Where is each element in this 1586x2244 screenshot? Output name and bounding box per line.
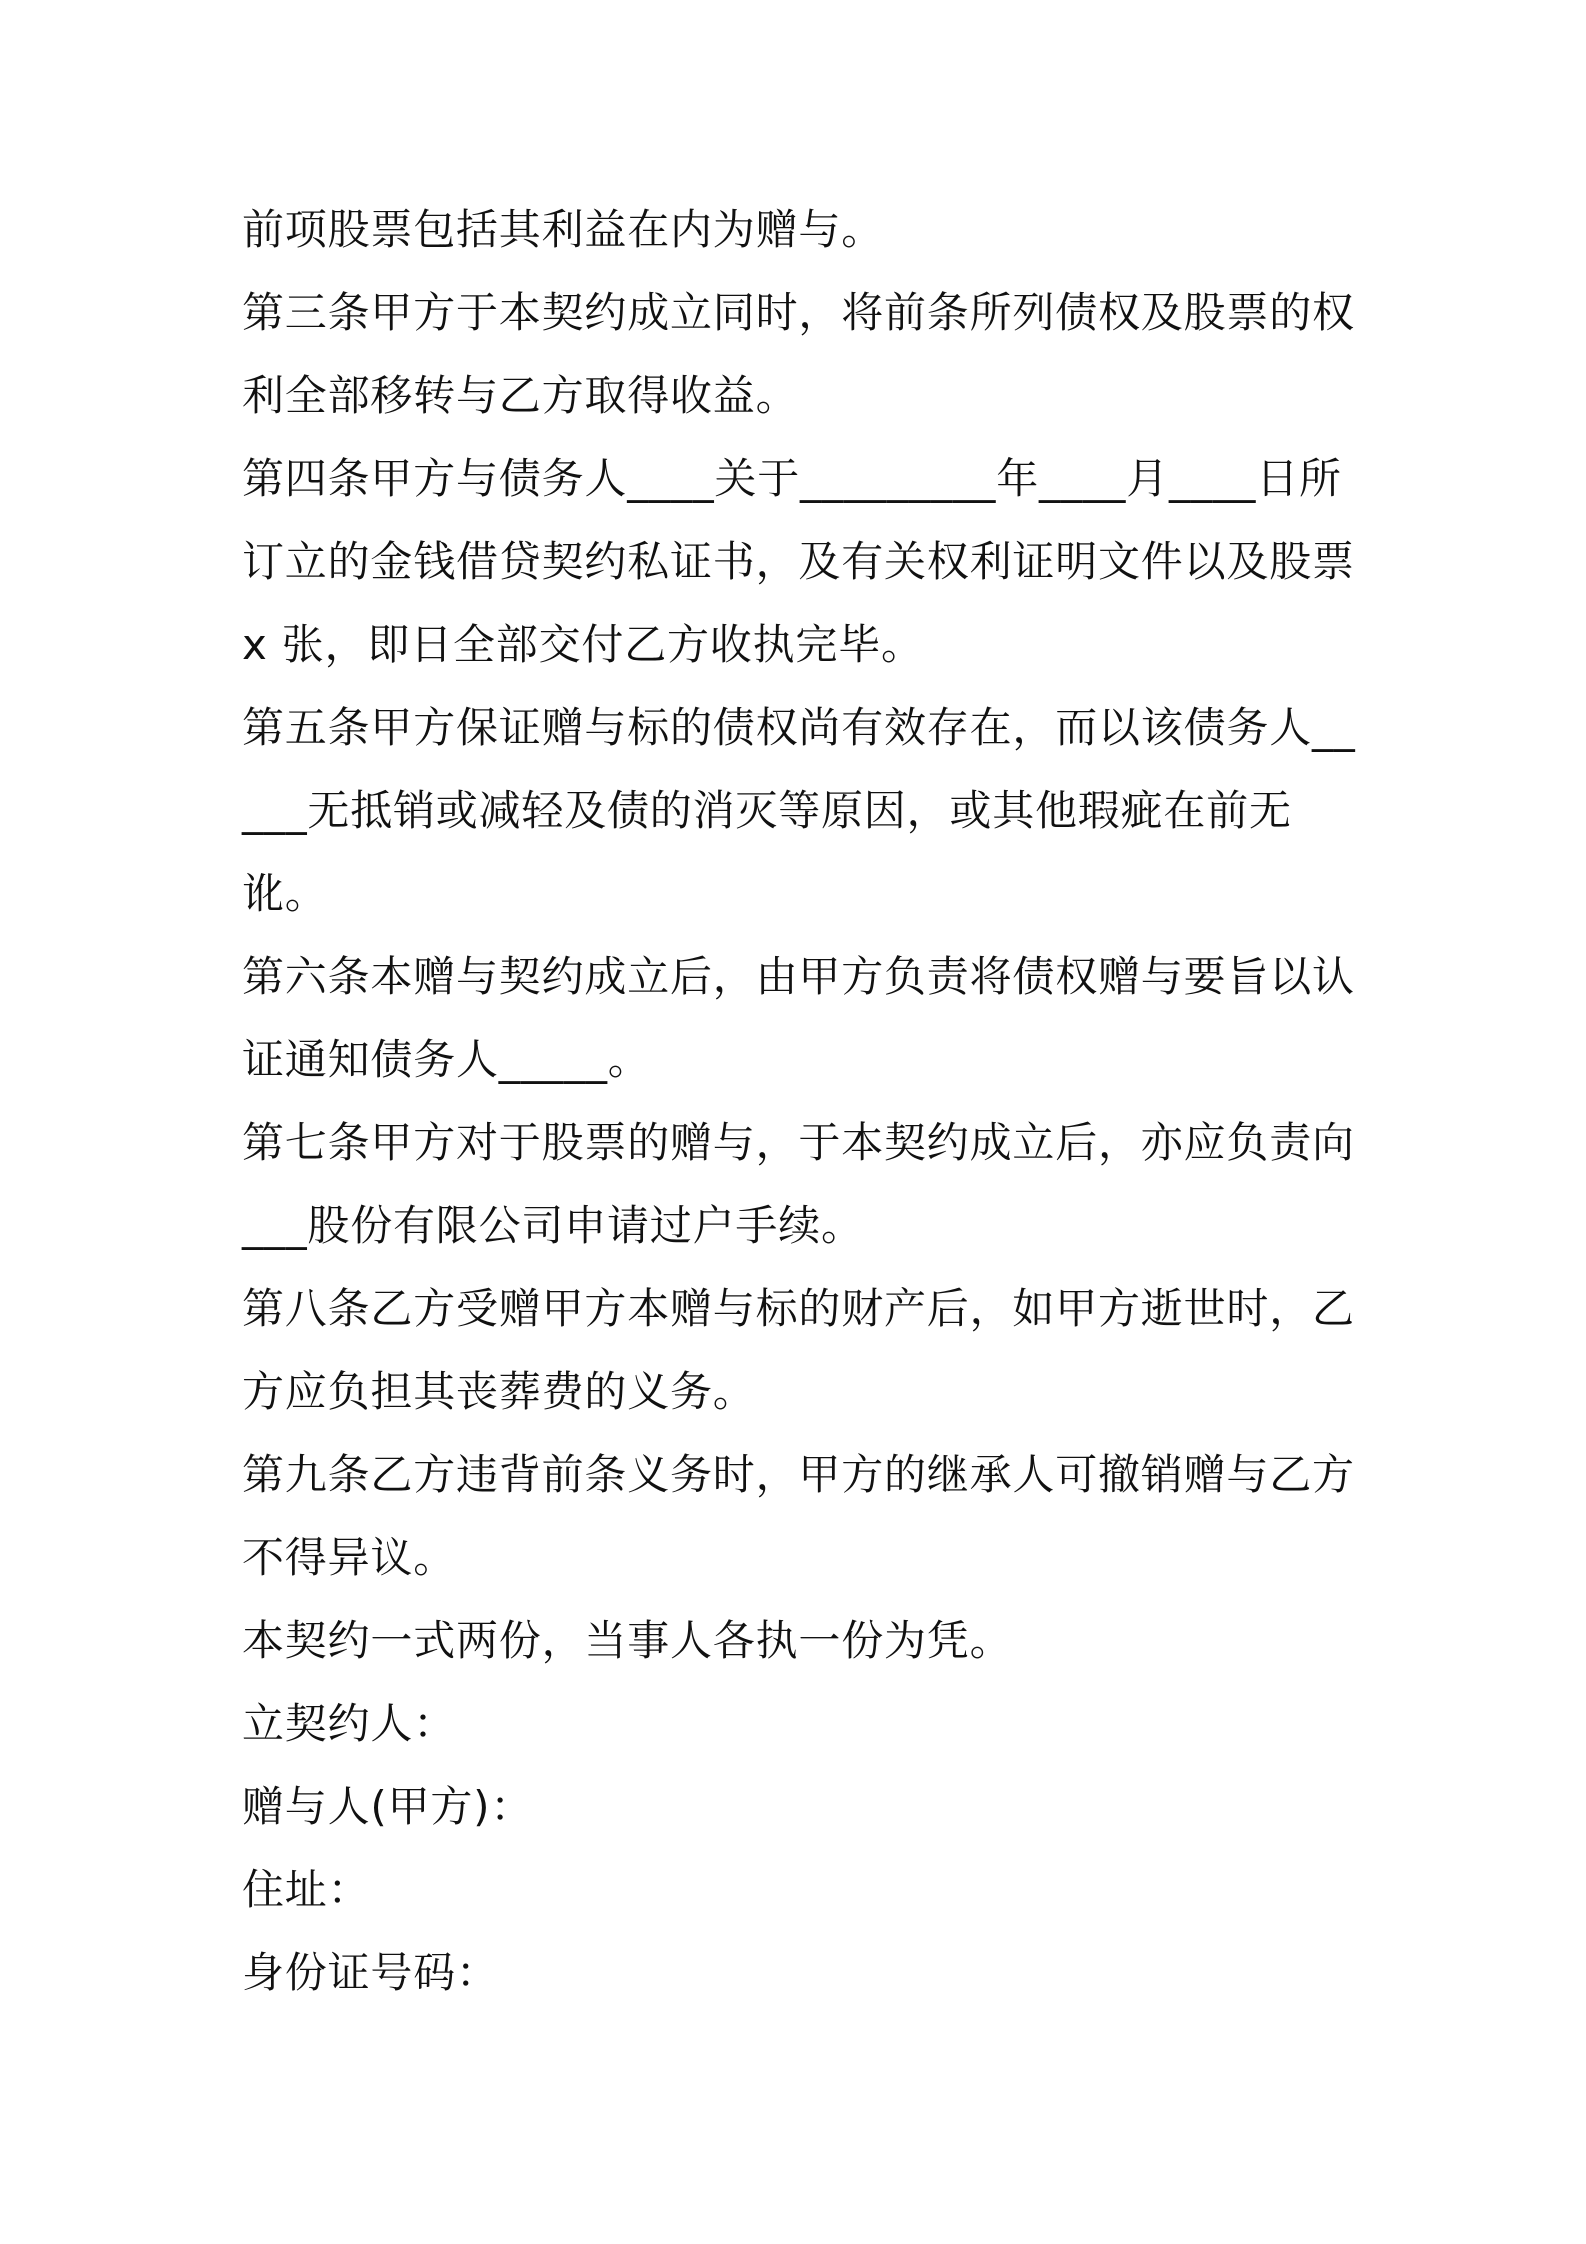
paragraph-article-9: 第九条乙方违背前条义务时，甲方的继承人可撤销赠与乙方不得异议。 bbox=[242, 1450, 1355, 1582]
label-id-number: 身份证号码： bbox=[242, 1948, 499, 1997]
label-contracting-parties: 立契约人： bbox=[242, 1699, 457, 1748]
paragraph-article-3: 第三条甲方于本契约成立同时，将前条所列债权及股票的权利全部移转与乙方取得收益。 bbox=[242, 288, 1355, 420]
paragraph-gift-scope: 前项股票包括其利益在内为赠与。 bbox=[242, 205, 885, 254]
contract-page bbox=[242, 188, 1362, 2014]
paragraph-article-8: 第八条乙方受赠甲方本赠与标的财产后，如甲方逝世时，乙方应负担其丧葬费的义务。 bbox=[242, 1284, 1355, 1416]
label-donor: 赠与人(甲方)： bbox=[242, 1782, 534, 1831]
paragraph-article-4: 第四条甲方与债务人____关于_________年____月____日所订立的金钱借贷契约私证书，及有关权利证明文件以及股票 x 张，即日全部交付乙方收执完毕。 bbox=[242, 454, 1355, 669]
paragraph-article-5: 第五条甲方保证赠与标的债权尚有效存在，而以该债务人_____无抵销或减轻及债的消灭等原因，或其他瑕疵在前无讹。 bbox=[242, 703, 1356, 918]
paragraph-article-6: 第六条本赠与契约成立后，由甲方负责将债权赠与要旨以认证通知债务人_____。 bbox=[242, 952, 1355, 1084]
label-address: 住址： bbox=[242, 1865, 371, 1914]
paragraph-article-7: 第七条甲方对于股票的赠与，于本契约成立后，亦应负责向___股份有限公司申请过户手续。 bbox=[242, 1118, 1355, 1250]
paragraph-copies: 本契约一式两份，当事人各执一份为凭。 bbox=[242, 1616, 1013, 1665]
